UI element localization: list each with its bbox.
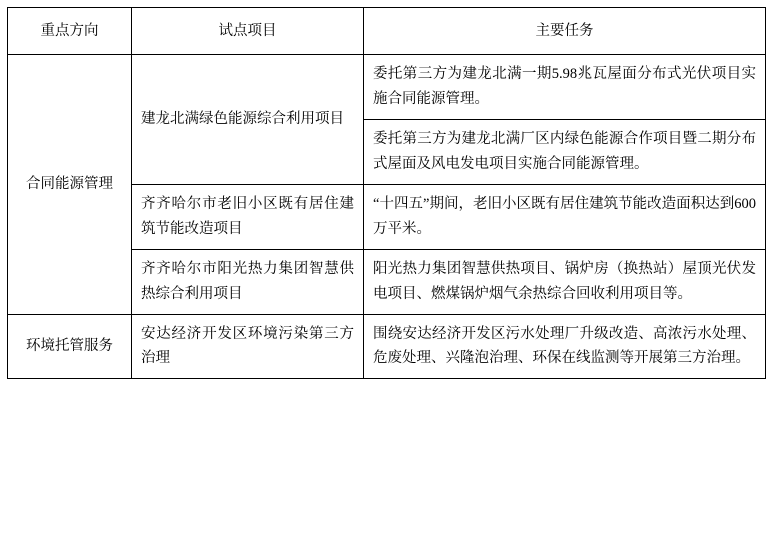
table-row	[8, 314, 766, 379]
table-row	[8, 55, 766, 120]
document-page	[0, 7, 772, 534]
project-text: 安达经济开发区环境污染第三方治理	[141, 325, 354, 367]
project-text: 建龙北满绿色能源综合利用项目	[141, 110, 344, 127]
column-header-project: 试点项目	[132, 8, 364, 55]
task-text: 阳光热力集团智慧供热项目、锅炉房（换热站）屋顶光伏发电项目、燃煤锅炉烟气余热综合回收利用项目等。	[373, 260, 756, 302]
project-text: 齐齐哈尔市老旧小区既有居住建筑节能改造项目	[141, 195, 354, 237]
task-text: 委托第三方为建龙北满一期5.98兆瓦屋面分布式光伏项目实施合同能源管理。	[373, 66, 756, 107]
task-text: 围绕安达经济开发区污水处理厂升级改造、高浓污水处理、危废处理、兴隆泡治理、环保在线监测等开展第三方治理。	[373, 325, 756, 367]
cell-project	[132, 249, 364, 314]
direction-text: 环境托管服务	[26, 337, 113, 354]
cell-task	[364, 184, 766, 249]
table-body	[8, 55, 766, 379]
cell-direction	[8, 55, 132, 315]
cell-task	[364, 119, 766, 184]
task-text: 委托第三方为建龙北满厂区内绿色能源合作项目暨二期分布式屋面及风电发电项目实施合同能源管理。	[373, 130, 756, 172]
column-header-task: 主要任务	[364, 8, 766, 55]
cell-project	[132, 55, 364, 185]
column-header-direction: 重点方向	[8, 8, 132, 55]
cell-task	[364, 314, 766, 379]
table-header	[8, 8, 766, 55]
table-header-row	[8, 8, 766, 55]
cell-project	[132, 184, 364, 249]
task-text: “十四五”期间，老旧小区既有居住建筑节能改造面积达到600万平米。	[373, 195, 756, 237]
cell-project	[132, 314, 364, 379]
project-text: 齐齐哈尔市阳光热力集团智慧供热综合利用项目	[141, 260, 354, 302]
cell-task	[364, 249, 766, 314]
direction-text: 合同能源管理	[26, 175, 113, 192]
cell-task	[364, 55, 766, 120]
cell-direction	[8, 314, 132, 379]
pilot-projects-table	[7, 7, 766, 379]
